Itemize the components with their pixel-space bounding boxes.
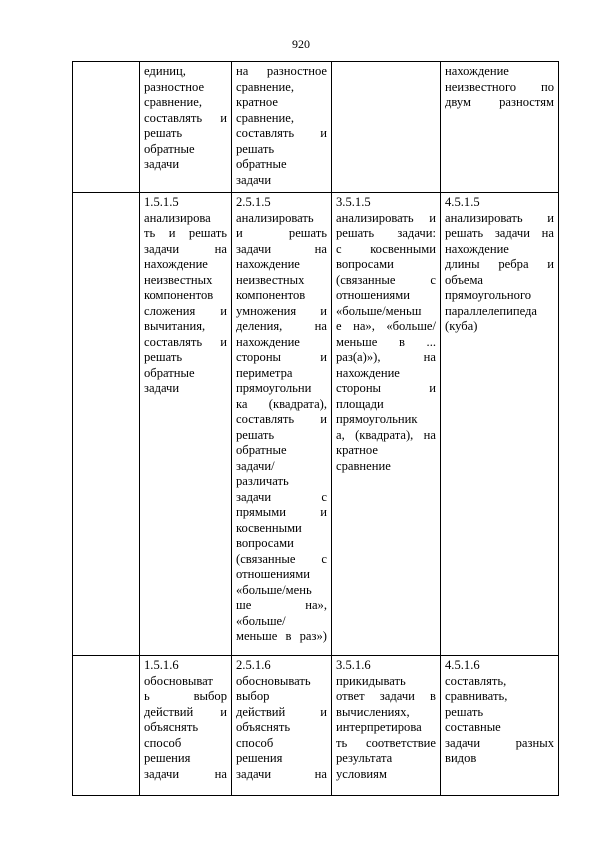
cell-text-line: 1.5.1.5: [144, 195, 179, 209]
cell-text-line: с косвенными: [336, 241, 436, 256]
cell-text-line: 2.5.1.6: [236, 658, 271, 672]
cell-text-line: и решать: [236, 226, 327, 240]
curriculum-table: [72, 61, 559, 796]
cell-text-line: ть соответствие: [336, 735, 436, 750]
cell-text-line: решать: [144, 126, 183, 140]
table-cell: [441, 193, 559, 656]
cell-text-line: вопросами: [236, 536, 294, 550]
cell-text-line: вопросами: [336, 257, 394, 271]
cell-text-line: ка (квадрата),: [236, 396, 327, 411]
cell-text-line: неизвестных: [236, 272, 305, 287]
cell-text-line: стороны и: [236, 350, 327, 364]
cell-text-line: составлять и: [144, 110, 227, 125]
cell-text-line: е на», «больше/: [336, 319, 436, 333]
cell-text-line: видов: [445, 751, 477, 765]
cell-text-line: 2.5.1.5: [236, 195, 271, 209]
cell-text-line: обосновывать: [236, 673, 311, 688]
cell-text-line: меньше в раз»): [236, 629, 327, 643]
cell-text-line: составные: [445, 720, 501, 734]
cell-text-line: 4.5.1.6: [445, 658, 480, 672]
cell-text-line: компонентов: [236, 288, 306, 302]
cell-text-line: стороны и: [336, 381, 436, 395]
cell-text-line: составлять и: [144, 334, 227, 349]
table-cell: [332, 193, 441, 656]
cell-text-line: задачи/: [236, 458, 275, 473]
cell-text-line: составлять и: [236, 412, 327, 426]
table-cell: [73, 62, 140, 193]
cell-text-line: обосновыват: [144, 673, 213, 688]
cell-text-line: 4.5.1.5: [445, 195, 480, 209]
cell-text-line: задачи с: [236, 489, 327, 504]
cell-text-line: 3.5.1.5: [336, 195, 371, 209]
cell-text-line: неизвестного по: [445, 79, 554, 94]
table-row: [73, 62, 559, 193]
cell-text-line: задачи: [144, 381, 180, 395]
cell-text-line: «больше/: [236, 613, 286, 628]
cell-text-line: сравнение,: [144, 95, 202, 109]
cell-text-line: решать: [236, 141, 275, 156]
cell-text-line: сравнение,: [236, 110, 294, 125]
cell-text-line: прикидывать: [336, 673, 406, 688]
cell-text-line: прямыми и: [236, 505, 327, 519]
cell-text-line: решения: [144, 751, 191, 765]
cell-text-line: объяснять: [236, 720, 291, 734]
cell-text-line: параллелепипеда: [445, 303, 537, 318]
cell-text-line: прямоугольни: [236, 381, 312, 395]
cell-text-line: обратные: [144, 365, 195, 380]
cell-text-line: двум разностям: [445, 95, 554, 109]
cell-text-line: анализировать: [236, 210, 314, 225]
cell-text-line: (связанные с: [236, 551, 327, 566]
cell-text-line: выбор: [236, 689, 270, 703]
page-number: 920: [292, 37, 310, 51]
table-cell: [232, 62, 332, 193]
cell-text-line: задачи на: [236, 766, 327, 781]
cell-text-line: 1.5.1.6: [144, 658, 179, 672]
cell-text-line: нахождение: [336, 365, 400, 380]
cell-text-line: кратное: [236, 95, 278, 109]
cell-text-line: результата: [336, 751, 393, 765]
table-cell: [332, 656, 441, 796]
cell-text-line: задачи на: [144, 766, 227, 781]
cell-text-line: задачи: [144, 157, 180, 171]
cell-text-line: задачи на: [236, 241, 327, 256]
cell-text-line: меньше в ...: [336, 334, 436, 349]
table-cell: [232, 193, 332, 656]
cell-text-line: анализировать и: [336, 210, 436, 225]
table-cell: [140, 193, 232, 656]
cell-text-line: умножения и: [236, 303, 327, 318]
cell-text-line: (связанные с: [336, 272, 436, 287]
cell-text-line: ответ задачи в: [336, 689, 436, 703]
cell-text-line: обратные: [144, 141, 195, 156]
cell-text-line: вычитания,: [144, 319, 206, 333]
cell-text-line: сложения и: [144, 303, 227, 318]
cell-text-line: нахождение: [445, 64, 509, 78]
cell-text-line: сравнение,: [236, 79, 294, 94]
cell-text-line: ше на»,: [236, 598, 327, 612]
cell-text-line: анализирова: [144, 210, 211, 225]
cell-text-line: задачи: [236, 172, 272, 187]
cell-text-line: разностное: [144, 79, 205, 94]
table-cell: [441, 656, 559, 796]
cell-text-line: задачи на: [144, 241, 227, 256]
cell-text-line: компонентов: [144, 288, 214, 302]
cell-text-line: действий и: [144, 704, 227, 719]
table-cell: [73, 193, 140, 656]
table-cell: [140, 62, 232, 193]
cell-text-line: интерпретирова: [336, 720, 422, 734]
cell-text-line: отношениями: [336, 288, 410, 302]
cell-text-line: решать задачи на: [445, 226, 554, 240]
cell-text-line: объема: [445, 272, 483, 287]
table-cell: [441, 62, 559, 193]
cell-text-line: вычислениях,: [336, 704, 410, 719]
cell-text-line: нахождение: [144, 257, 208, 271]
cell-text-line: площади: [336, 396, 384, 411]
cell-text-line: решать задачи:: [336, 226, 436, 240]
cell-text-line: косвенными: [236, 520, 302, 535]
cell-text-line: на разностное: [236, 64, 327, 78]
cell-text-line: «больше/меньш: [336, 303, 422, 318]
cell-text-line: ть и решать: [144, 226, 227, 240]
cell-text-line: решения: [236, 751, 283, 765]
cell-text-line: (куба): [445, 319, 478, 333]
cell-text-line: объяснять: [144, 720, 199, 734]
cell-text-line: нахождение: [236, 334, 300, 349]
cell-text-line: обратные: [236, 157, 287, 171]
cell-text-line: прямоугольного: [445, 288, 532, 302]
table-cell: [232, 656, 332, 796]
cell-text-line: способ: [236, 735, 274, 750]
cell-text-line: нахождение: [445, 241, 509, 256]
cell-text-line: кратное: [336, 443, 378, 457]
cell-text-line: составлять и: [236, 126, 327, 140]
cell-text-line: различать: [236, 474, 289, 488]
cell-text-line: 3.5.1.6: [336, 658, 371, 672]
cell-text-line: деления, на: [236, 319, 327, 333]
cell-text-line: раз(а)»), на: [336, 350, 436, 364]
table-cell: [140, 656, 232, 796]
cell-text-line: отношениями: [236, 567, 310, 581]
cell-text-line: анализировать и: [445, 210, 554, 225]
cell-text-line: ь выбор: [144, 689, 227, 703]
cell-text-line: прямоугольник: [336, 412, 418, 426]
cell-text-line: решать: [445, 704, 484, 719]
cell-text-line: способ: [144, 735, 182, 750]
cell-text-line: длины ребра и: [445, 257, 554, 271]
cell-text-line: периметра: [236, 365, 293, 380]
cell-text-line: сравнивать,: [445, 689, 508, 703]
cell-text-line: обратные: [236, 443, 287, 457]
cell-text-line: задачи разных: [445, 735, 554, 750]
cell-text-line: нахождение: [236, 257, 300, 271]
cell-text-line: единиц,: [144, 64, 186, 78]
table-row: [73, 193, 559, 656]
table-cell: [73, 656, 140, 796]
cell-text-line: решать: [144, 350, 183, 364]
cell-text-line: сравнение: [336, 458, 391, 473]
cell-text-line: условиям: [336, 766, 387, 781]
cell-text-line: составлять,: [445, 673, 507, 688]
cell-text-line: неизвестных: [144, 272, 213, 287]
table-row: [73, 656, 559, 796]
cell-text-line: действий и: [236, 704, 327, 719]
cell-text-line: а, (квадрата), на: [336, 427, 436, 442]
cell-text-line: «больше/мень: [236, 582, 312, 597]
table-cell: [332, 62, 441, 193]
cell-text-line: решать: [236, 427, 275, 442]
